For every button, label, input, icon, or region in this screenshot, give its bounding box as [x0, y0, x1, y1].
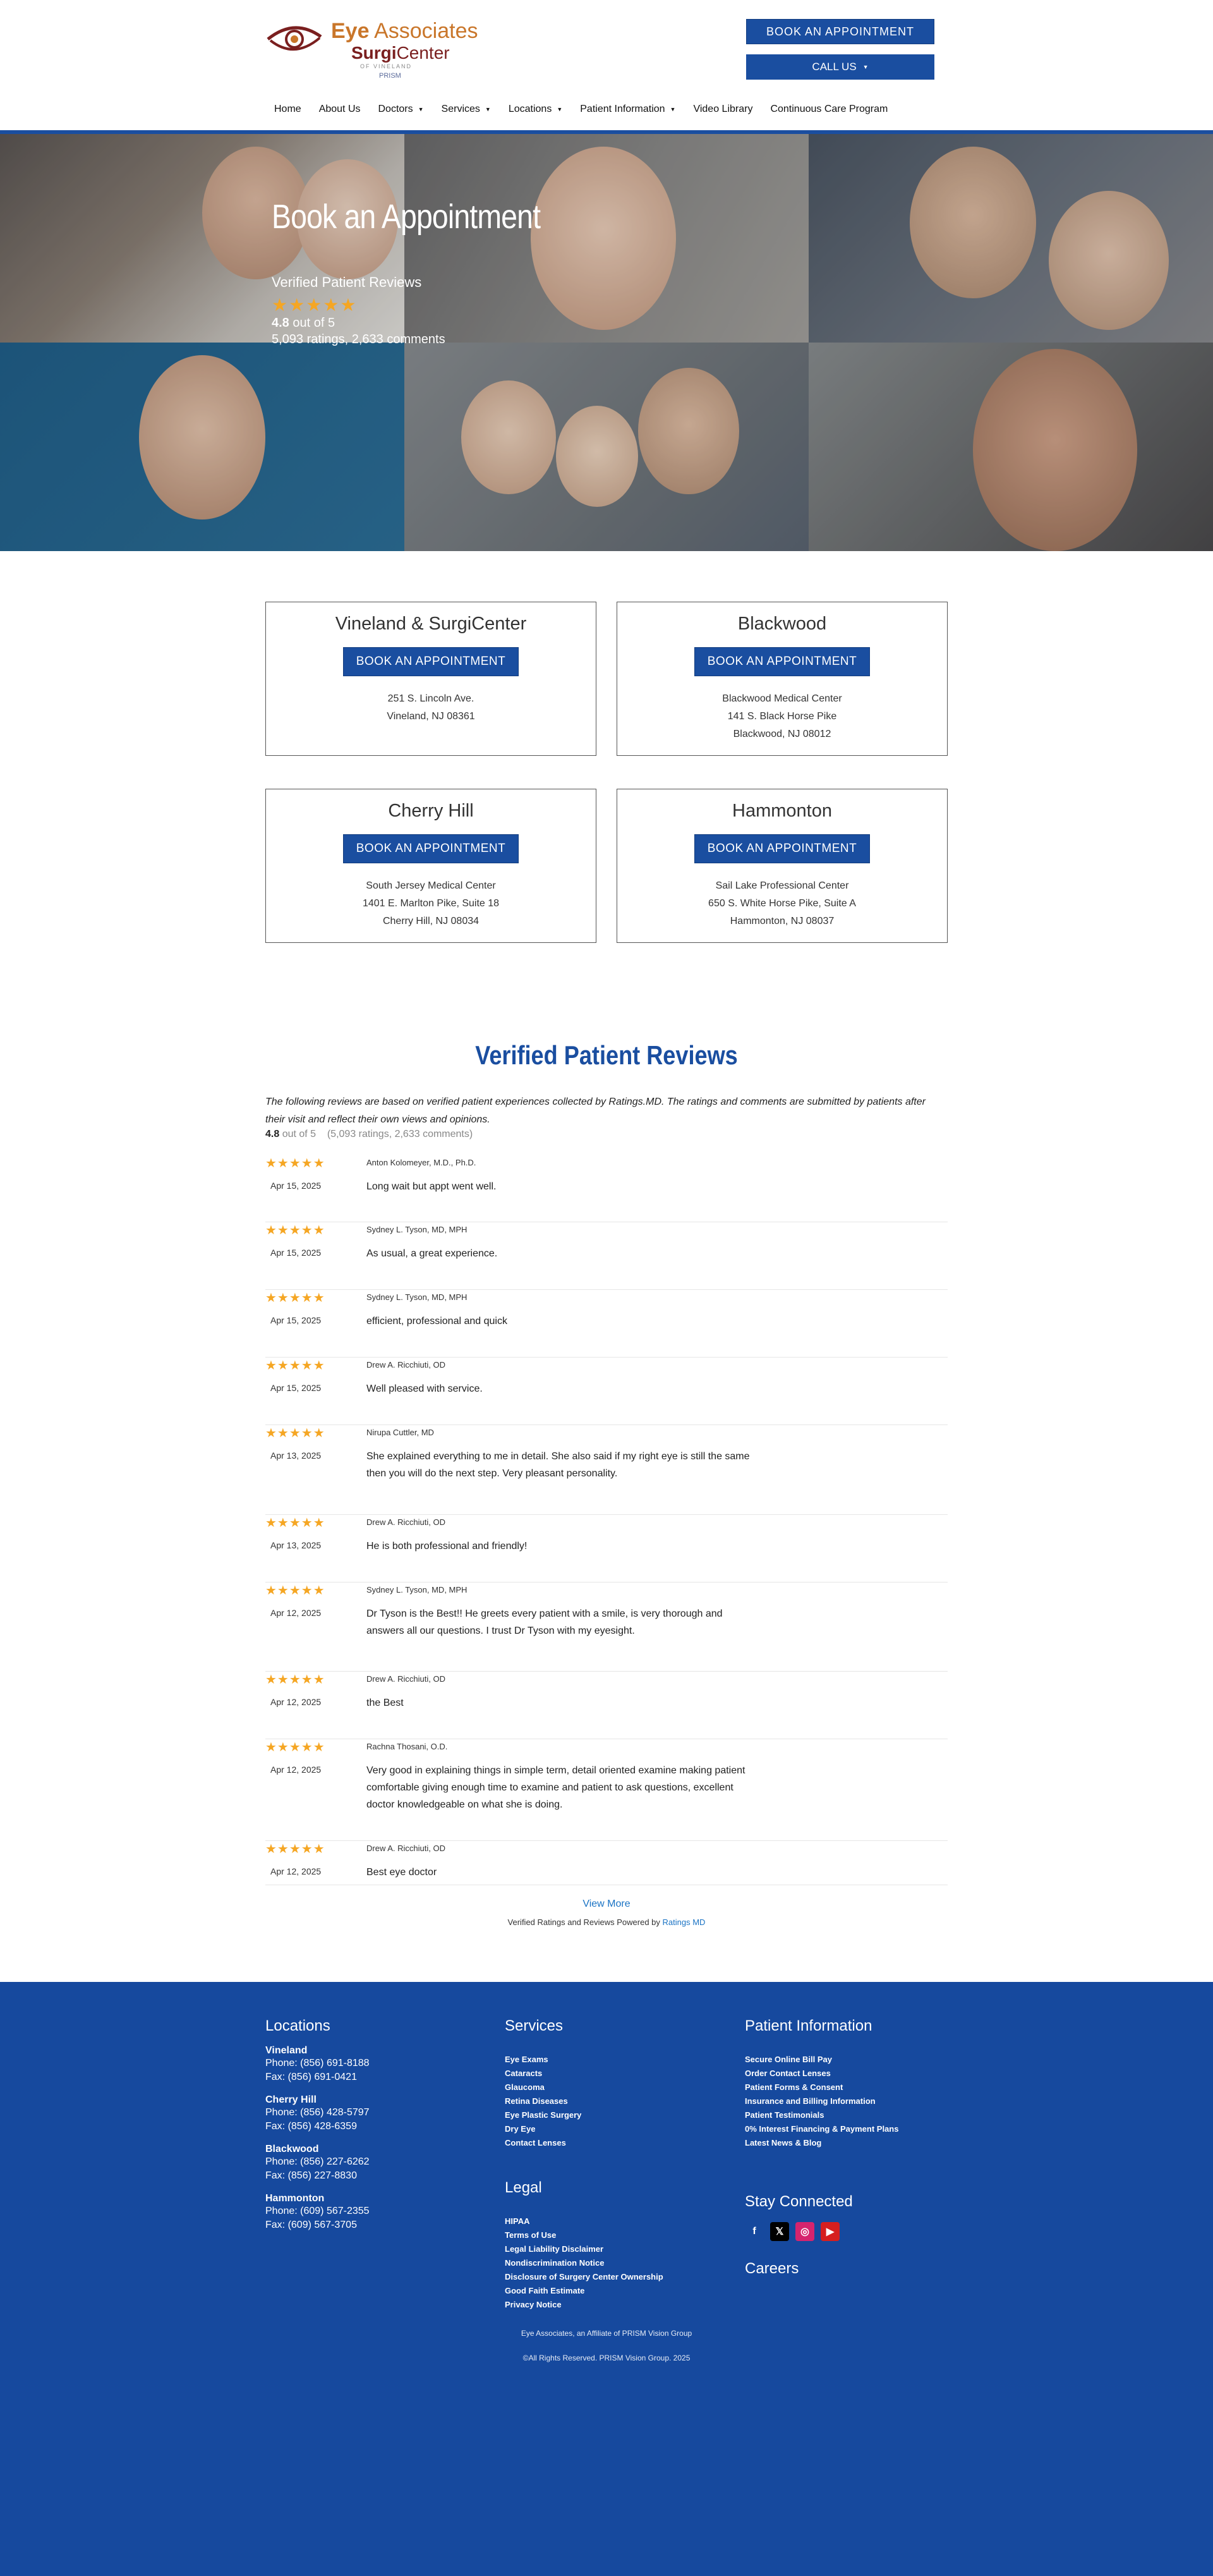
review-comment: Best eye doctor [366, 1867, 437, 1878]
footer-copyright: ©All Rights Reserved. PRISM Vision Group. 2025 [522, 2354, 691, 2362]
reviews-title: Verified Patient Reviews [475, 1040, 738, 1070]
nav-item-services[interactable] [433, 104, 500, 115]
x-twitter-icon[interactable]: 𝕏 [770, 2222, 789, 2241]
footer-patient-column [745, 2017, 898, 2295]
footer-careers-link[interactable]: Careers [745, 2260, 799, 2277]
footer-link-retina-diseases[interactable]: Retina Diseases [505, 2096, 568, 2106]
location-name: Cherry Hill [388, 801, 474, 821]
address-line: Hammonton, NJ 08037 [730, 916, 835, 927]
nav-item-label: Doctors [378, 104, 413, 114]
review-item [265, 1222, 948, 1290]
nav-item-patient-information[interactable] [571, 104, 684, 115]
review-comment: the Best [366, 1698, 404, 1708]
nav-item-label: Patient Information [580, 104, 665, 114]
review-item [265, 1672, 948, 1739]
footer-link-order-contact-lenses[interactable]: Order Contact Lenses [745, 2069, 831, 2078]
star-rating-icon: ★★★★★ [265, 1741, 325, 1754]
address-line: 251 S. Lincoln Ave. [387, 693, 474, 704]
footer-link-insurance-and-billing-information[interactable]: Insurance and Billing Information [745, 2096, 876, 2106]
chevron-down-icon: ▼ [862, 64, 869, 70]
address-line: Blackwood Medical Center [722, 693, 842, 704]
reviews-powered-by: Verified Ratings and Reviews Powered by Ratings MD [507, 1917, 706, 1927]
book-appointment-button[interactable]: BOOK AN APPOINTMENT [694, 647, 870, 676]
nav-item-label: Home [274, 104, 301, 114]
hero-star-rating-icon: ★★★★★ [272, 295, 358, 315]
view-more-link[interactable]: View More [582, 1899, 631, 1909]
location-name: Blackwood [737, 614, 827, 634]
footer-location [265, 2193, 370, 2232]
chevron-down-icon: ▼ [418, 106, 424, 112]
review-doctor: Sydney L. Tyson, MD, MPH [366, 1225, 468, 1234]
nav-item-label: Continuous Care Program [770, 104, 888, 114]
hero-rating-counts: 5,093 ratings, 2,633 comments [272, 332, 445, 346]
footer-link-latest-news-blog[interactable]: Latest News & Blog [745, 2138, 822, 2148]
footer-link-secure-online-bill-pay[interactable]: Secure Online Bill Pay [745, 2055, 832, 2064]
footer-location [265, 2144, 370, 2183]
footer-link-patient-testimonials[interactable]: Patient Testimonials [745, 2110, 824, 2120]
footer-location [265, 2045, 370, 2084]
review-item [265, 1739, 948, 1841]
review-item [265, 1515, 948, 1583]
nav-item-label: About Us [318, 104, 361, 114]
reviews-disclaimer: The following reviews are based on verified patient experiences collected by Ratings.MD. The ratings and comments are submitted by patients after their visit and reflect their own views and opinions. [265, 1097, 926, 1125]
site-footer [0, 1982, 1213, 2576]
location-card-hammonton [617, 789, 948, 943]
review-item [265, 1358, 948, 1425]
hero-subtitle: Verified Patient Reviews [272, 274, 422, 290]
footer-legal-heading: Legal [505, 2179, 542, 2196]
footer-location-name: Vineland [265, 2045, 308, 2056]
chevron-down-icon: ▼ [557, 106, 563, 112]
review-date: Apr 12, 2025 [270, 1765, 322, 1775]
nav-item-label: Services [441, 104, 480, 114]
footer-locations-column [265, 2017, 370, 2232]
footer-patient-heading: Patient Information [745, 2017, 872, 2034]
book-appointment-button[interactable]: BOOK AN APPOINTMENT [694, 834, 870, 863]
address-line: 1401 E. Marlton Pike, Suite 18 [362, 898, 500, 909]
review-doctor: Sydney L. Tyson, MD, MPH [366, 1585, 468, 1595]
review-doctor: Rachna Thosani, O.D. [366, 1742, 448, 1751]
footer-location-name: Blackwood [265, 2144, 319, 2154]
footer-locations-heading: Locations [265, 2017, 330, 2034]
reviews-summary: 4.8 out of 5 (5,093 ratings, 2,633 comments) [265, 1129, 473, 1139]
location-address [266, 690, 596, 726]
logo-wordmark-secondary: SurgiCenter [351, 43, 450, 63]
review-date: Apr 15, 2025 [270, 1181, 322, 1191]
address-line: 650 S. White Horse Pike, Suite A [708, 898, 856, 909]
review-date: Apr 15, 2025 [270, 1383, 322, 1393]
hero-title: Book an Appointment [272, 198, 541, 236]
footer-link-privacy-notice[interactable]: Privacy Notice [505, 2300, 562, 2309]
star-rating-icon: ★★★★★ [265, 1584, 325, 1598]
footer-link-cataracts[interactable]: Cataracts [505, 2069, 543, 2078]
footer-services-column [505, 2017, 663, 2312]
footer-location-name: Cherry Hill [265, 2094, 317, 2105]
nav-item-about-us[interactable] [310, 104, 370, 115]
review-doctor: Drew A. Ricchiuti, OD [366, 1674, 445, 1684]
footer-stay-connected-heading: Stay Connected [745, 2193, 853, 2210]
address-line: 141 S. Black Horse Pike [727, 711, 837, 722]
review-item [265, 1425, 948, 1515]
star-rating-icon: ★★★★★ [265, 1842, 325, 1856]
logo-tagline: OF VINELAND [360, 63, 413, 70]
footer-location-phone[interactable]: Phone: (856) 691-8188 [265, 2058, 370, 2069]
review-item [265, 1155, 948, 1222]
nav-item-label: Video Library [693, 104, 753, 114]
star-rating-icon: ★★★★★ [265, 1224, 325, 1237]
footer-link-legal-liability-disclaimer[interactable]: Legal Liability Disclaimer [505, 2244, 604, 2254]
address-line: South Jersey Medical Center [366, 880, 496, 891]
location-name: Vineland & SurgiCenter [335, 614, 527, 634]
facebook-icon[interactable]: f [745, 2222, 764, 2241]
review-comment: He is both professional and friendly! [366, 1541, 528, 1552]
location-card-cherry-hill [265, 789, 596, 943]
footer-location-fax: Fax: (856) 428-6359 [265, 2121, 357, 2132]
address-line: Blackwood, NJ 08012 [733, 729, 831, 739]
footer-location-phone[interactable]: Phone: (856) 227-6262 [265, 2156, 370, 2167]
review-comment: She explained everything to me in detail. She also said if my right eye is still the same then you will do the next step. Very pleasant personality. [366, 1451, 750, 1479]
nav-item-home[interactable] [265, 104, 310, 115]
location-address [617, 690, 947, 743]
eye-logo-icon [265, 23, 323, 54]
book-appointment-button[interactable]: BOOK AN APPOINTMENT [343, 834, 519, 863]
star-rating-icon: ★★★★★ [265, 1516, 325, 1530]
book-appointment-button[interactable]: BOOK AN APPOINTMENT [746, 19, 934, 44]
footer-services-heading: Services [505, 2017, 564, 2034]
review-doctor: Drew A. Ricchiuti, OD [366, 1844, 445, 1853]
review-comment: Long wait but appt went well. [366, 1181, 497, 1192]
location-card-vineland-surgicenter [265, 602, 596, 756]
logo-prism-mark: PRISM [379, 72, 401, 80]
footer-location-fax: Fax: (856) 227-8830 [265, 2170, 357, 2181]
review-item [265, 1583, 948, 1672]
location-address [266, 877, 596, 930]
footer-link-eye-plastic-surgery[interactable]: Eye Plastic Surgery [505, 2110, 582, 2120]
review-comment: Very good in explaining things in simple term, detail oriented examine making patient comfortable giving enough time to examine and patient to ask questions, excellent doctor knowledgeable on what she is doing. [366, 1765, 745, 1810]
footer-link-nondiscrimination-notice[interactable]: Nondiscrimination Notice [505, 2258, 605, 2268]
footer-link-hipaa[interactable]: HIPAA [505, 2216, 530, 2226]
review-date: Apr 12, 2025 [270, 1866, 322, 1876]
review-doctor: Anton Kolomeyer, M.D., Ph.D. [366, 1158, 476, 1167]
review-item [265, 1290, 948, 1358]
star-rating-icon: ★★★★★ [265, 1291, 325, 1305]
footer-location-fax: Fax: (609) 567-3705 [265, 2220, 357, 2230]
review-comment: efficient, professional and quick [366, 1316, 507, 1327]
footer-location-phone[interactable]: Phone: (856) 428-5797 [265, 2107, 370, 2118]
book-appointment-button[interactable]: BOOK AN APPOINTMENT [343, 647, 519, 676]
nav-item-video-library[interactable] [684, 104, 761, 115]
review-comment: Well pleased with service. [366, 1383, 483, 1394]
social-links [745, 2222, 898, 2241]
review-doctor: Sydney L. Tyson, MD, MPH [366, 1292, 468, 1302]
footer-link-eye-exams[interactable]: Eye Exams [505, 2055, 548, 2064]
review-item [265, 1841, 948, 1885]
footer-link-disclosure-of-surgery-center-ownership[interactable]: Disclosure of Surgery Center Ownership [505, 2272, 663, 2281]
instagram-icon[interactable]: ◎ [795, 2222, 814, 2241]
footer-link-patient-forms-consent[interactable]: Patient Forms & Consent [745, 2082, 843, 2092]
review-date: Apr 15, 2025 [270, 1248, 322, 1258]
star-rating-icon: ★★★★★ [265, 1157, 325, 1170]
review-comment: As usual, a great experience. [366, 1248, 498, 1259]
location-name: Hammonton [732, 801, 832, 821]
footer-link-glaucoma[interactable]: Glaucoma [505, 2082, 545, 2092]
star-rating-icon: ★★★★★ [265, 1359, 325, 1373]
logo-wordmark-primary: Eye Associates [331, 19, 478, 43]
review-date: Apr 13, 2025 [270, 1540, 322, 1550]
hero-banner [0, 134, 1213, 551]
star-rating-icon: ★★★★★ [265, 1673, 325, 1687]
review-date: Apr 12, 2025 [270, 1608, 322, 1618]
nav-item-locations[interactable] [500, 104, 571, 115]
review-doctor: Drew A. Ricchiuti, OD [366, 1517, 445, 1527]
nav-item-doctors[interactable] [370, 104, 433, 115]
ratings-md-link[interactable]: Ratings MD [662, 1917, 706, 1927]
chevron-down-icon: ▼ [485, 106, 491, 112]
location-card-blackwood [617, 602, 948, 756]
footer-link-0-interest-financing-payment-plans[interactable]: 0% Interest Financing & Payment Plans [745, 2124, 899, 2134]
nav-item-label: Locations [508, 104, 552, 114]
footer-affiliate-note: Eye Associates, an Affiliate of PRISM Vision Group [521, 2329, 692, 2338]
site-logo[interactable] [265, 18, 478, 81]
hero-rating-score: 4.8 out of 5 [272, 316, 335, 330]
footer-link-terms-of-use[interactable]: Terms of Use [505, 2230, 557, 2240]
footer-location-fax: Fax: (856) 691-0421 [265, 2072, 357, 2082]
main-navigation [265, 99, 896, 120]
footer-link-dry-eye[interactable]: Dry Eye [505, 2124, 536, 2134]
review-doctor: Drew A. Ricchiuti, OD [366, 1360, 445, 1370]
address-line: Cherry Hill, NJ 08034 [382, 916, 480, 927]
review-date: Apr 15, 2025 [270, 1315, 322, 1325]
call-us-label: CALL US [812, 61, 857, 73]
review-comment: Dr Tyson is the Best!! He greets every patient with a smile, is very thorough and answers all our questions. I trust Dr Tyson with my eyesight. [366, 1608, 723, 1636]
footer-location-name: Hammonton [265, 2193, 325, 2204]
footer-link-contact-lenses[interactable]: Contact Lenses [505, 2138, 566, 2148]
footer-location-phone[interactable]: Phone: (609) 567-2355 [265, 2206, 370, 2216]
chevron-down-icon: ▼ [670, 106, 676, 112]
review-date: Apr 12, 2025 [270, 1697, 322, 1707]
star-rating-icon: ★★★★★ [265, 1426, 325, 1440]
site-header [0, 0, 1213, 130]
location-address [617, 877, 947, 930]
footer-location [265, 2094, 370, 2134]
nav-item-continuous-care-program[interactable] [761, 104, 896, 115]
address-line: Vineland, NJ 08361 [387, 711, 475, 722]
youtube-icon[interactable]: ▶ [821, 2222, 840, 2241]
call-us-button[interactable] [746, 54, 934, 80]
review-doctor: Nirupa Cuttler, MD [366, 1428, 434, 1437]
review-date: Apr 13, 2025 [270, 1450, 322, 1461]
address-line: Sail Lake Professional Center [715, 880, 849, 891]
footer-link-good-faith-estimate[interactable]: Good Faith Estimate [505, 2286, 585, 2295]
